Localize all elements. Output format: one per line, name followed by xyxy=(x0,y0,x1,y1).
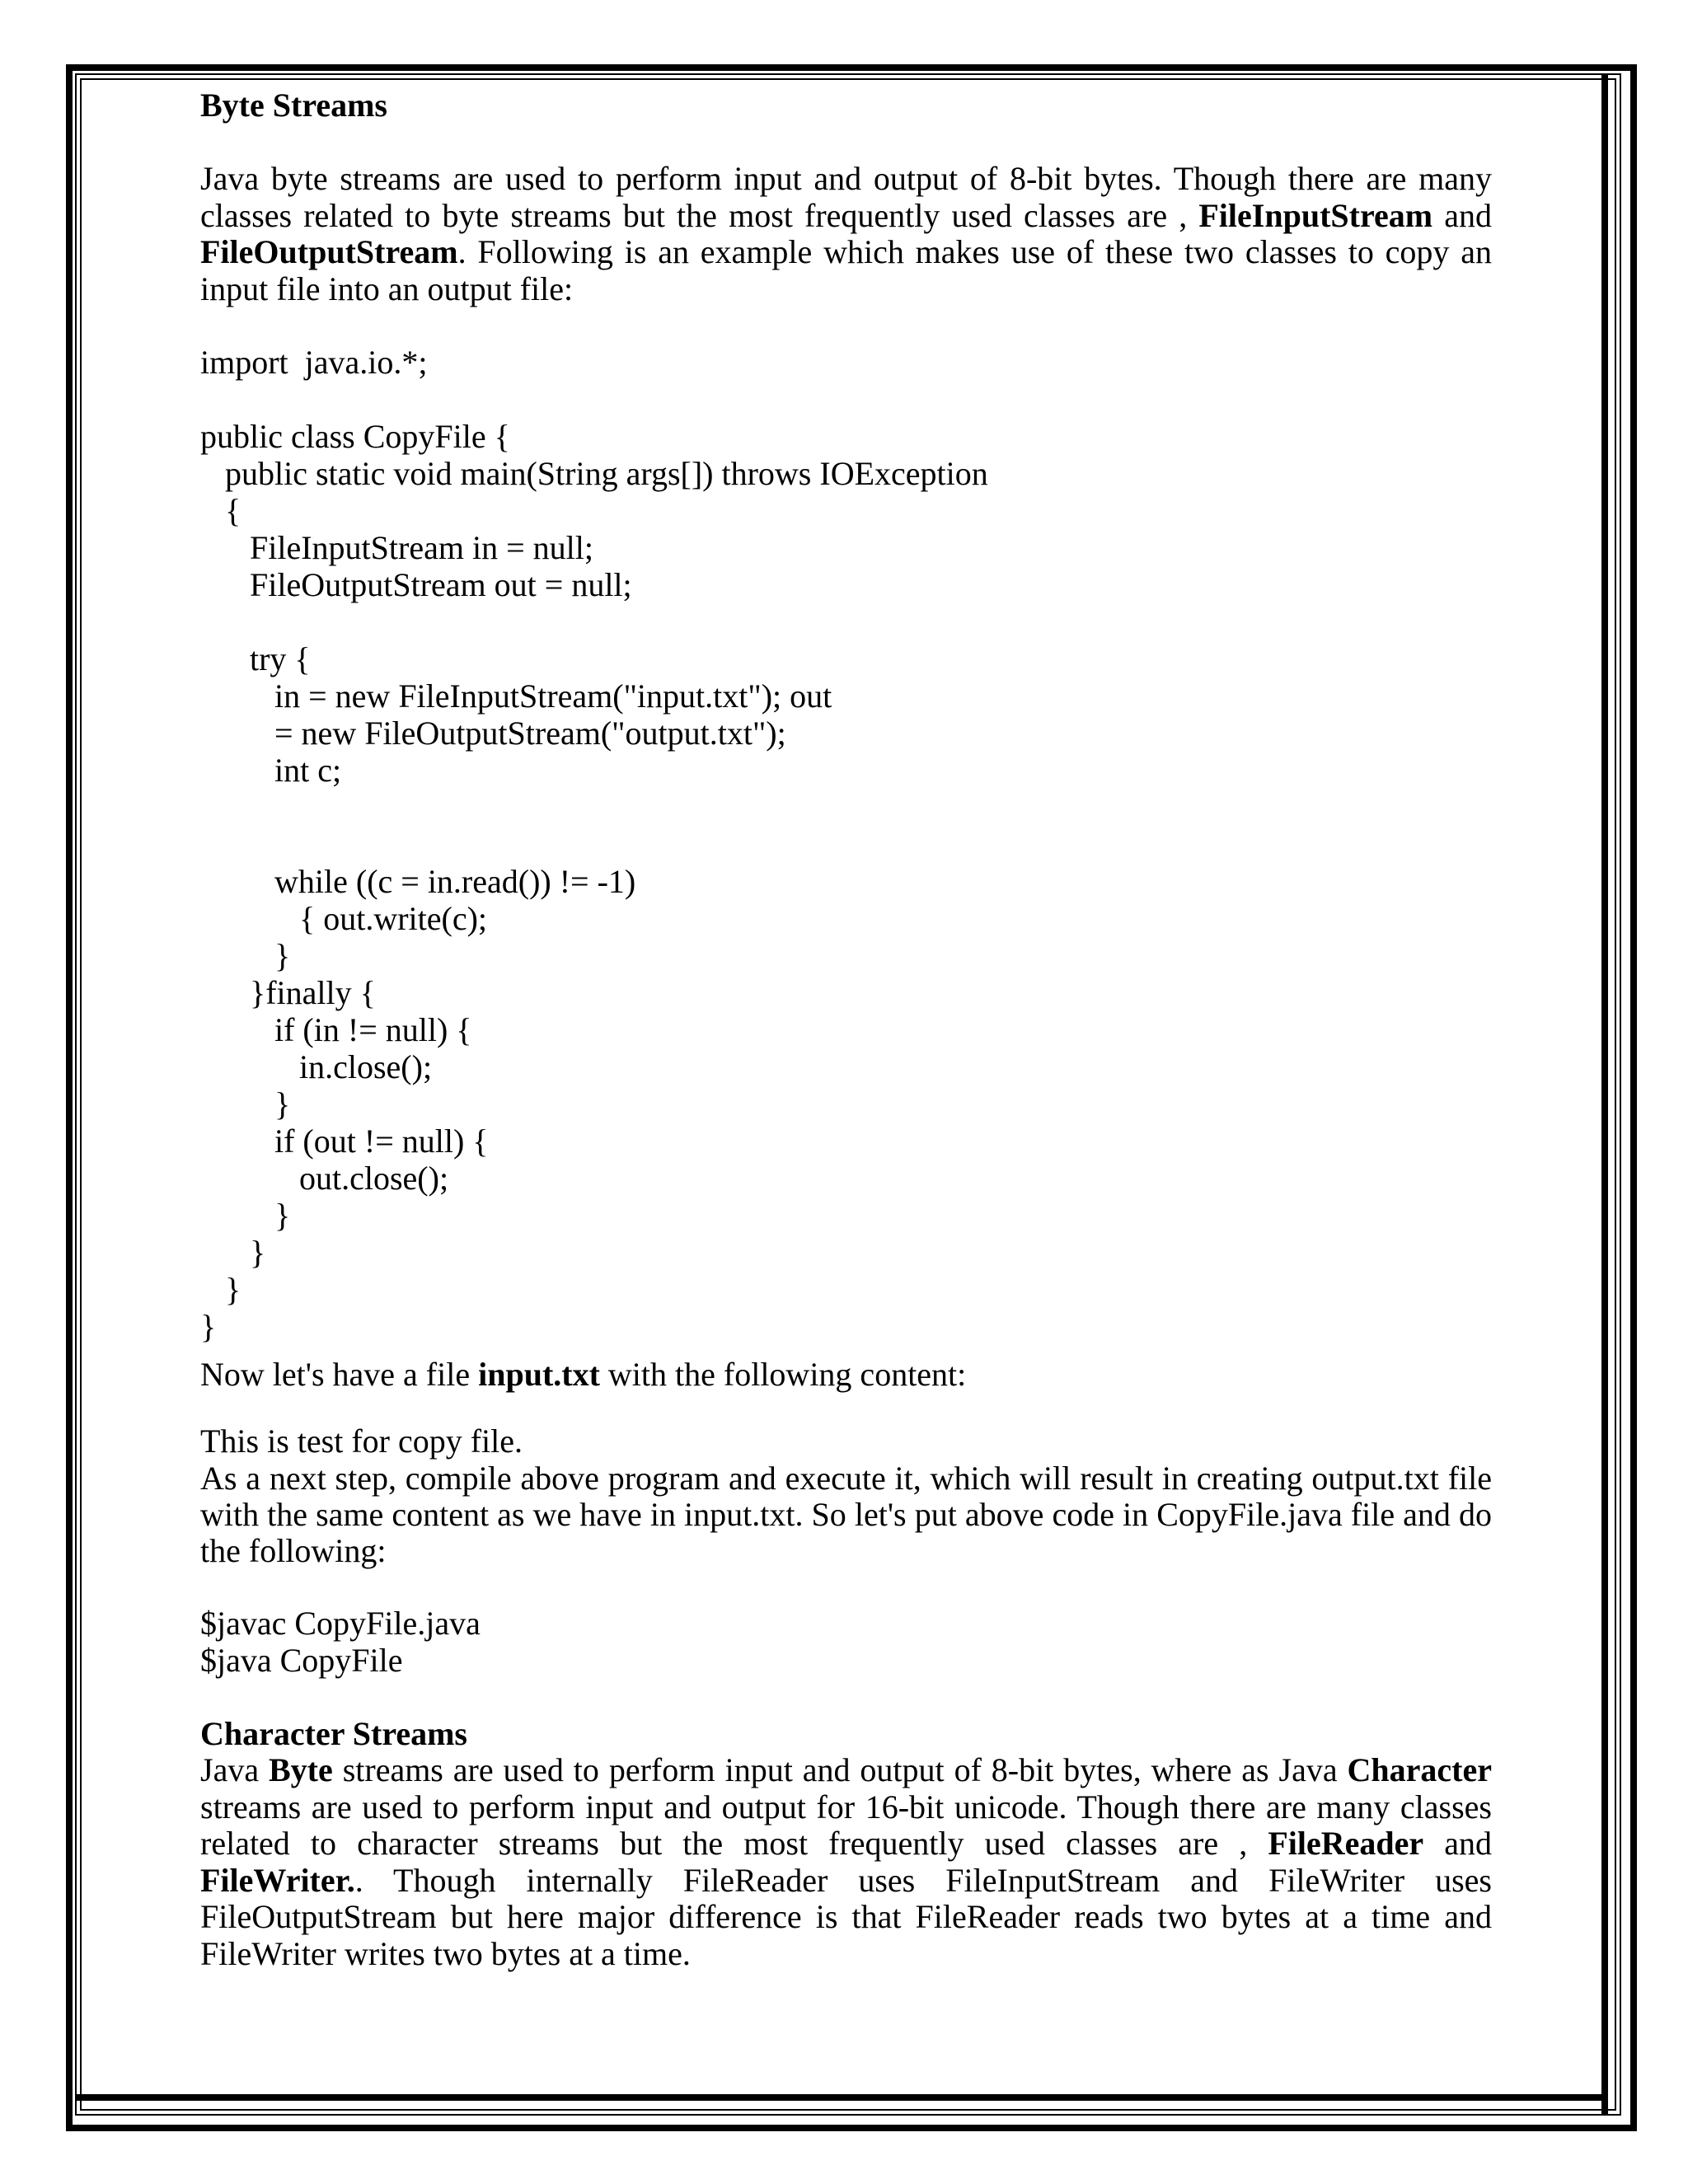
byte-streams-text-run: FileOutputStream xyxy=(200,233,458,270)
character-streams-text-run: streams are used to perform input and output for 16-bit unicode. Though there are many classes related to character streams but the most frequently used classes are , xyxy=(200,1788,1492,1862)
character-streams-text-run: Java xyxy=(200,1751,269,1788)
input-file-text-run: input.txt xyxy=(478,1355,600,1393)
code-line: } xyxy=(200,1233,266,1271)
code-line: public static void main(String args[]) throws IOException xyxy=(200,454,988,492)
code-line: } xyxy=(200,1196,291,1234)
byte-streams-text-run: and xyxy=(1432,196,1492,234)
character-streams-text-run: Byte xyxy=(269,1751,333,1788)
code-line: } xyxy=(200,1307,217,1345)
command-javac: $javac CopyFile.java xyxy=(200,1605,481,1642)
code-line: try { xyxy=(200,640,311,677)
byte-streams-text-run: FileInputStream xyxy=(1198,196,1433,234)
code-line: if (in != null) { xyxy=(200,1010,472,1048)
section-heading-character-streams: Character Streams xyxy=(200,1714,467,1752)
section-heading-byte-streams: Byte Streams xyxy=(200,87,387,124)
character-streams-text-run: FileWriter. xyxy=(200,1861,355,1899)
code-line: if (out != null) { xyxy=(200,1122,489,1160)
code-line: FileOutputStream out = null; xyxy=(200,565,632,603)
code-line: = new FileOutputStream("output.txt"); xyxy=(200,714,786,752)
character-streams-paragraph xyxy=(200,1752,1492,1972)
code-line: } xyxy=(200,936,291,974)
input-file-text-run: Now let's have a file xyxy=(200,1355,479,1393)
test-content-line: This is test for copy file. xyxy=(200,1422,523,1460)
character-streams-text-run: streams are used to perform input and output of 8-bit bytes, where as Java xyxy=(332,1751,1348,1788)
code-line: }finally { xyxy=(200,973,376,1011)
code-line xyxy=(200,789,1492,826)
character-streams-text-run: Character xyxy=(1347,1751,1492,1788)
code-line: in = new FileInputStream("input.txt"); out xyxy=(200,677,832,715)
input-file-text-run: with the following content: xyxy=(599,1355,967,1393)
code-line: { out.write(c); xyxy=(200,899,488,937)
code-line: } xyxy=(200,1270,241,1308)
byte-streams-text-run: Java byte streams are used to perform input and output of 8-bit bytes. Though there are many classes related to byte streams but the most frequently used classes are , xyxy=(200,160,1492,234)
code-import-line: import java.io.*; xyxy=(200,343,428,381)
code-line: in.close(); xyxy=(200,1047,433,1085)
document-body xyxy=(200,87,1492,1972)
character-streams-text-run: and xyxy=(1423,1825,1492,1862)
code-line: int c; xyxy=(200,751,342,789)
page-border-shadow-bottom xyxy=(75,2094,1608,2101)
byte-streams-text-run: . Following is an example which makes use of these two classes to copy an input file into an output file: xyxy=(200,233,1492,307)
character-streams-text-run: . Though internally FileReader uses FileInputStream and FileWriter uses FileOutputStream but here major difference is that FileReader reads two bytes at a time and FileWriter writes two bytes at a time. xyxy=(200,1861,1492,1972)
code-line xyxy=(200,826,1492,863)
code-block xyxy=(200,418,1492,1345)
code-line: while ((c = in.read()) != -1) xyxy=(200,862,636,900)
code-line: { xyxy=(200,491,241,529)
code-line: FileInputStream in = null; xyxy=(200,528,593,566)
character-streams-text-run: FileReader xyxy=(1268,1825,1424,1862)
code-line: out.close(); xyxy=(200,1159,449,1197)
code-line: public class CopyFile { xyxy=(200,417,510,455)
code-line: } xyxy=(200,1085,291,1122)
page-border-shadow-right xyxy=(1601,73,1608,2114)
input-file-paragraph xyxy=(200,1357,1492,1394)
byte-streams-paragraph xyxy=(200,161,1492,307)
next-step-paragraph: As a next step, compile above program and execute it, which will result in creating output.txt file with the same content as we have in input.txt. So let's put above code in CopyFile.java file and do the following: xyxy=(200,1459,1492,1569)
code-line xyxy=(200,603,1492,640)
command-java: $java CopyFile xyxy=(200,1641,403,1679)
